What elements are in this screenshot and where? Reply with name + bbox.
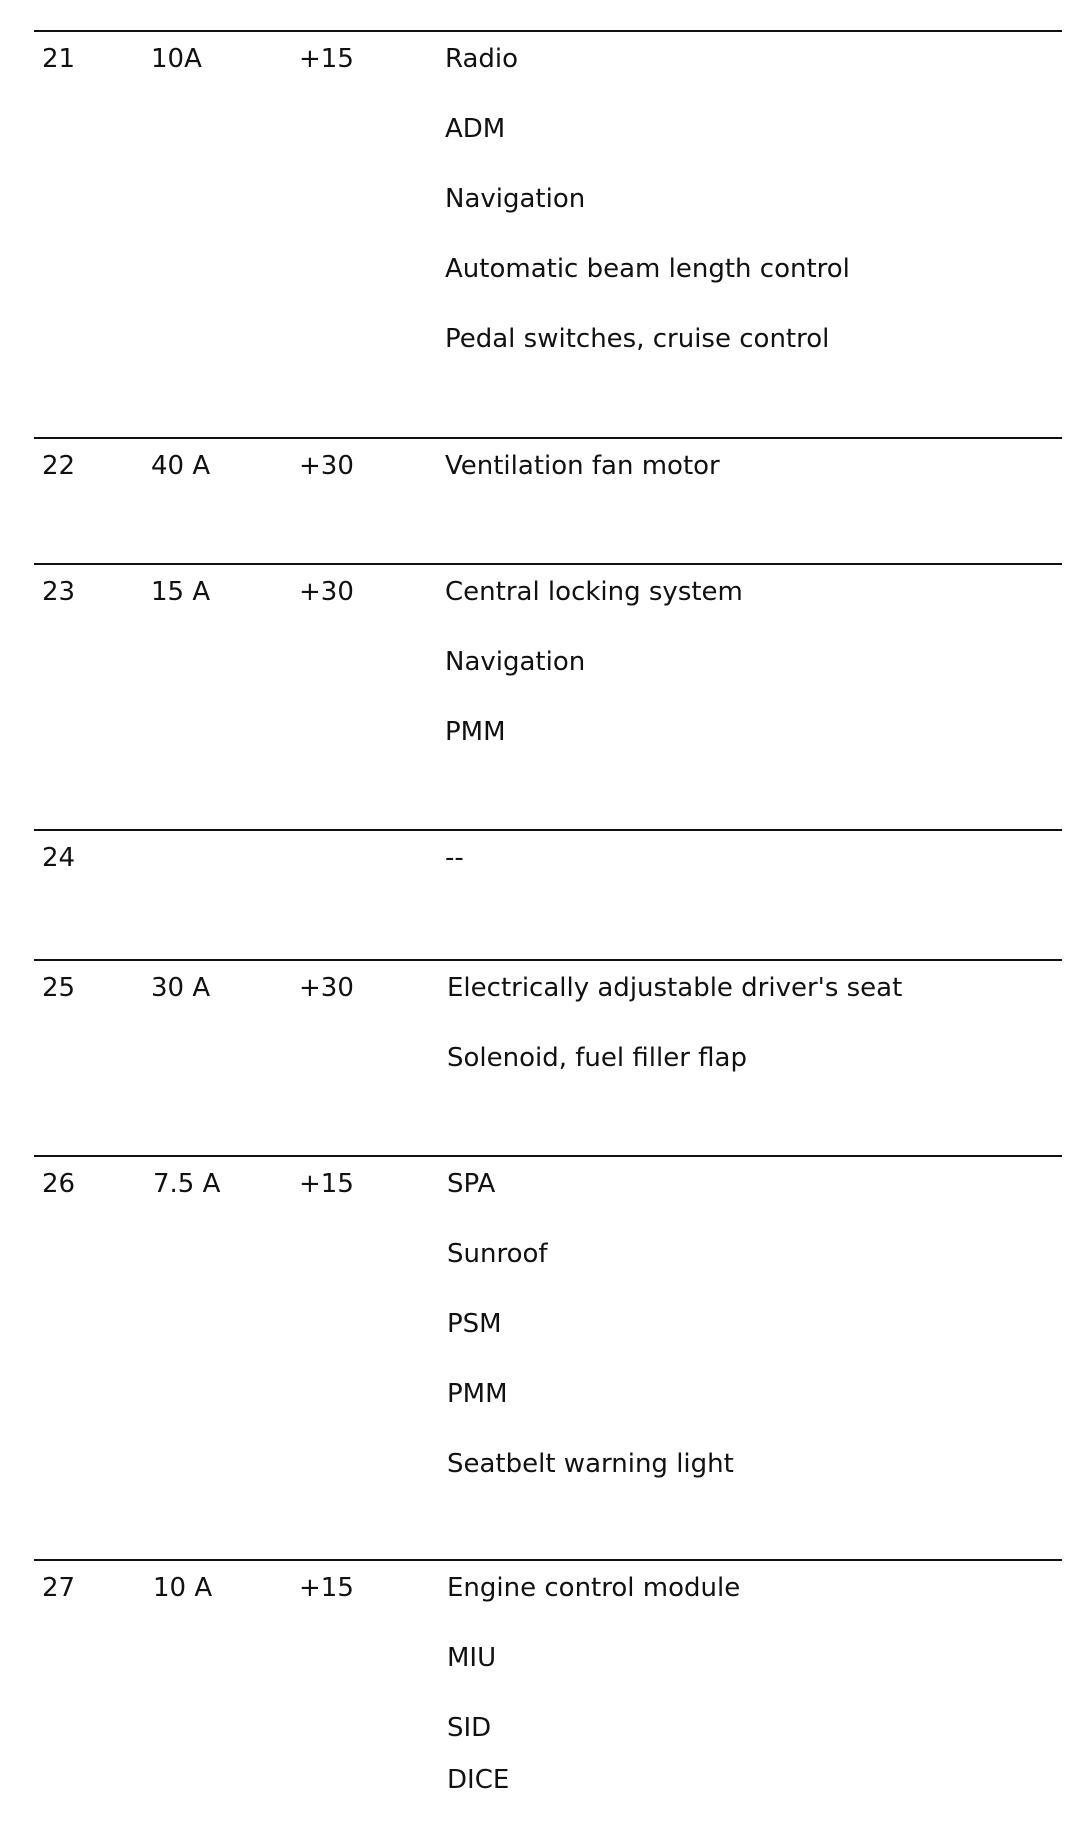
fuse-row-21 bbox=[34, 30, 1062, 437]
fuse-load-item: Sunroof bbox=[447, 1239, 548, 1269]
fuse-load-item: ADM bbox=[445, 114, 506, 144]
fuse-terminal: +30 bbox=[299, 577, 354, 607]
fuse-loads-list bbox=[447, 973, 902, 1113]
fuse-loads-list bbox=[445, 44, 850, 394]
fuse-load-item: PSM bbox=[447, 1309, 502, 1339]
fuse-amperage: 10 A bbox=[153, 1573, 213, 1603]
fuse-load-item: MIU bbox=[447, 1643, 497, 1673]
fuse-load-item: Engine control module bbox=[447, 1573, 741, 1603]
fuse-amperage: 30 A bbox=[151, 973, 211, 1003]
fuse-row-24 bbox=[34, 829, 1062, 959]
fuse-loads-list bbox=[445, 577, 743, 787]
fuse-table bbox=[34, 30, 1062, 1827]
fuse-amperage: 10A bbox=[151, 44, 202, 74]
fuse-load-item: DICE bbox=[447, 1765, 510, 1795]
fuse-load-item: SID bbox=[447, 1713, 492, 1743]
fuse-loads-list bbox=[445, 843, 464, 913]
fuse-amperage: 7.5 A bbox=[153, 1169, 221, 1199]
fuse-load-item: Electrically adjustable driver's seat bbox=[447, 973, 903, 1003]
fuse-row-27 bbox=[34, 1559, 1062, 1827]
fuse-loads-list bbox=[447, 1573, 740, 1835]
fuse-terminal: +30 bbox=[299, 973, 354, 1003]
fuse-load-item: Navigation bbox=[445, 647, 586, 677]
fuse-load-item: Seatbelt warning light bbox=[447, 1449, 734, 1479]
fuse-load-item: PMM bbox=[445, 717, 506, 747]
fuse-load-item: Navigation bbox=[445, 184, 586, 214]
fuse-load-item: SPA bbox=[447, 1169, 496, 1199]
fuse-number: 26 bbox=[42, 1169, 76, 1199]
fuse-number: 23 bbox=[42, 577, 76, 607]
fuse-load-item: Central locking system bbox=[445, 577, 743, 607]
fuse-load-item: Pedal switches, cruise control bbox=[445, 324, 830, 354]
fuse-number: 21 bbox=[42, 44, 76, 74]
fuse-number: 25 bbox=[42, 973, 76, 1003]
fuse-terminal: +15 bbox=[299, 1169, 354, 1199]
fuse-row-26 bbox=[34, 1155, 1062, 1559]
fuse-load-item: Ventilation fan motor bbox=[445, 451, 720, 481]
fuse-loads-list bbox=[445, 451, 720, 521]
fuse-loads-list bbox=[447, 1169, 734, 1519]
fuse-load-item: Radio bbox=[445, 44, 519, 74]
fuse-load-item: -- bbox=[445, 843, 464, 873]
fuse-row-22 bbox=[34, 437, 1062, 563]
fuse-number: 22 bbox=[42, 451, 76, 481]
fuse-terminal: +15 bbox=[299, 44, 354, 74]
fuse-terminal: +30 bbox=[299, 451, 354, 481]
fuse-load-item: PMM bbox=[447, 1379, 508, 1409]
fuse-row-25 bbox=[34, 959, 1062, 1155]
fuse-row-23 bbox=[34, 563, 1062, 829]
fuse-load-item: Automatic beam length control bbox=[445, 254, 850, 284]
fuse-number: 24 bbox=[42, 843, 76, 873]
fuse-number: 27 bbox=[42, 1573, 76, 1603]
fuse-load-item: Solenoid, fuel filler flap bbox=[447, 1043, 747, 1073]
fuse-amperage: 40 A bbox=[151, 451, 211, 481]
fuse-terminal: +15 bbox=[299, 1573, 354, 1603]
fuse-amperage: 15 A bbox=[151, 577, 211, 607]
